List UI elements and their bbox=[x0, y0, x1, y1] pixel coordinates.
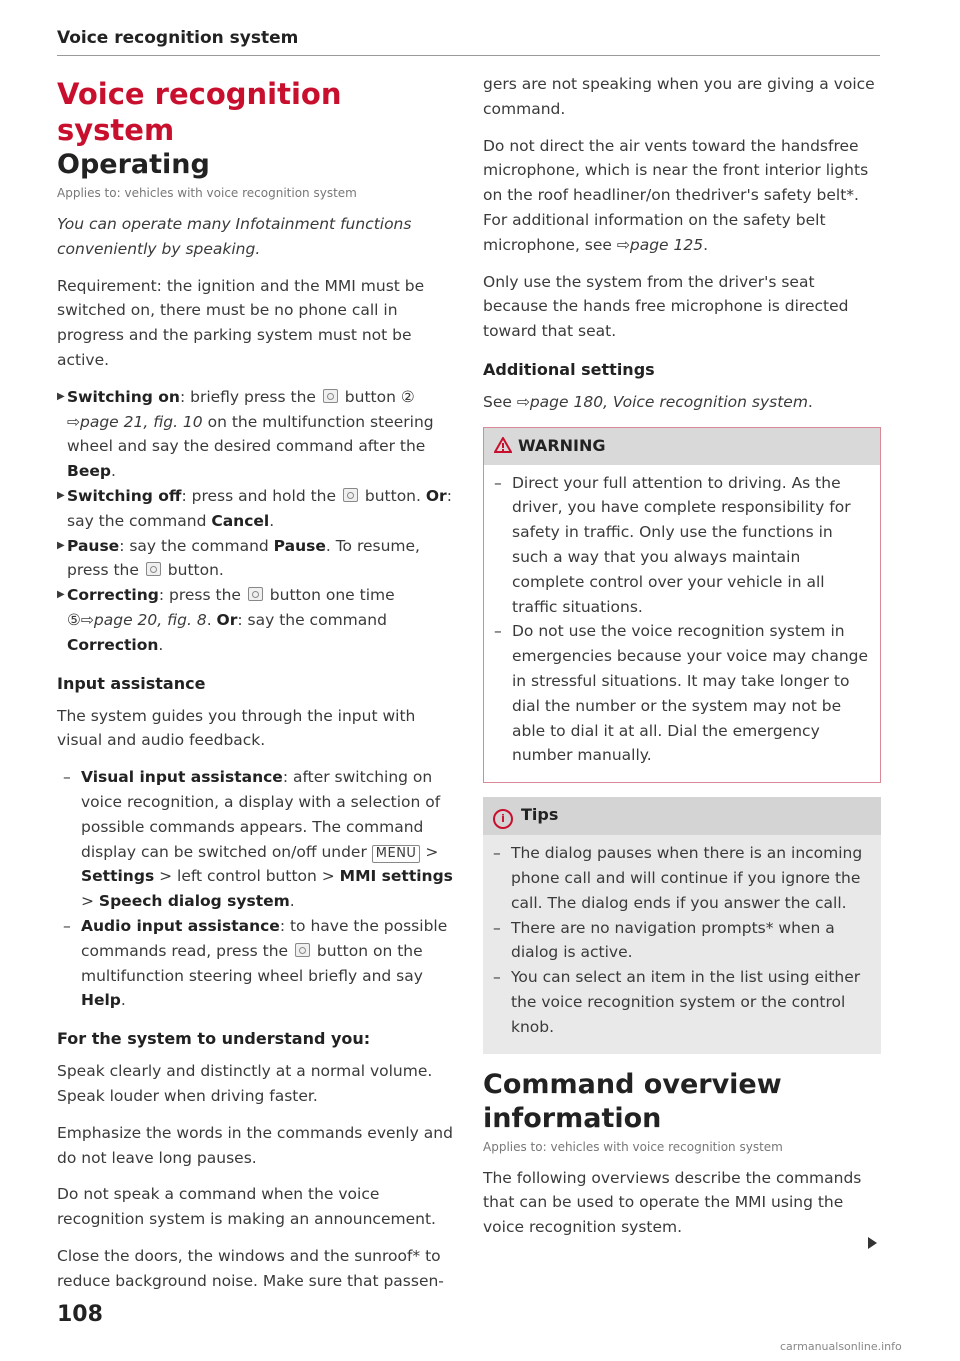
voice-button-icon bbox=[295, 943, 310, 957]
intro-text: You can operate many Infotainment functions conveniently by speaking. bbox=[57, 215, 412, 258]
understand-heading: For the system to understand you: bbox=[57, 1029, 371, 1049]
voice-button-icon bbox=[343, 488, 358, 502]
para-1: Speak clearly and distinctly at a normal volume. Speak louder when driving faster. bbox=[57, 1062, 433, 1105]
warning-header: WARNING bbox=[484, 428, 880, 465]
right-para-2: Do not direct the air vents toward the handsfree microphone, which is near the front interior lights on the roof headliner/on thedriver's safety belt*. For additional information on the safety belt microphone, see ⇨page 125. bbox=[483, 136, 869, 254]
tip-item: – There are no navigation prompts* when a dialog is active. bbox=[493, 918, 835, 962]
warning-list bbox=[488, 471, 870, 769]
applies-note: Applies to: vehicles with voice recognition system bbox=[57, 186, 357, 200]
triangle-bullet-icon: ▶ bbox=[57, 539, 65, 551]
running-header: Voice recognition system bbox=[57, 28, 299, 48]
input-assistance-text: The system guides you through the input with visual and audio feedback. bbox=[57, 706, 416, 750]
watermark: carmanualsonline.info bbox=[780, 1340, 902, 1353]
triangle-bullet-icon: ▶ bbox=[57, 589, 65, 601]
command-applies-note: Applies to: vehicles with voice recognition system bbox=[483, 1139, 783, 1154]
additional-settings-heading: Additional settings bbox=[483, 359, 655, 379]
steps-list bbox=[57, 385, 457, 658]
tip-item: – The dialog pauses when there is an incoming phone call and will continue if you ignore the call. The dialog ends if you answer the call. bbox=[493, 844, 863, 912]
page-reference[interactable]: page 125 bbox=[629, 235, 704, 254]
info-icon: i bbox=[493, 809, 513, 829]
subtitle: Operating bbox=[57, 149, 210, 180]
assistance-list bbox=[57, 765, 457, 1013]
triangle-bullet-icon: ▶ bbox=[57, 489, 65, 501]
tip-item: – You can select an item in the list using either the voice recognition system or the control knob. bbox=[493, 968, 861, 1036]
right-column bbox=[483, 72, 881, 1252]
menu-key: MENU bbox=[372, 845, 421, 863]
continue-arrow-icon bbox=[868, 1237, 877, 1249]
left-column bbox=[57, 72, 457, 1305]
right-para-3: Only use the system from the driver's seat because the hands free microphone is directed toward that seat. bbox=[483, 272, 849, 341]
warning-item: – Direct your full attention to driving. As the driver, you have complete responsibility for safety in traffic. Only use the functions in such a way that you always maintain complete control over your vehicle in all traffic situations. bbox=[494, 473, 851, 616]
voice-button-icon bbox=[323, 389, 338, 403]
command-overview-heading: Command overview information bbox=[483, 1068, 782, 1134]
para-2: Emphasize the words in the commands evenly and do not leave long pauses. bbox=[57, 1123, 453, 1167]
section-title: Voice recognition system bbox=[57, 77, 342, 147]
voice-button-icon bbox=[146, 562, 161, 576]
command-overview-text: The following overviews describe the commands that can be used to operate the MMI using the voice recognition system. bbox=[483, 1168, 862, 1237]
input-assistance-heading: Input assistance bbox=[57, 673, 206, 693]
requirement-text: Requirement: the ignition and the MMI must be switched on, there must be no phone call in progress and the parking system must not be active. bbox=[57, 276, 425, 369]
page-reference[interactable]: page 180, Voice recognition system bbox=[529, 392, 808, 411]
header-rule bbox=[57, 55, 880, 56]
visual-assistance-item: – Visual input assistance: after switching on voice recognition, a display with a selection of possible commands appears. The command display can be switched on/off under MENU > Settings > left control button > MMI settings > Speech dialog system. bbox=[63, 768, 453, 911]
audio-assistance-item: – Audio input assistance: to have the possible commands read, press the button on the multifunction steering wheel briefly and say Help. bbox=[63, 916, 448, 1010]
tips-list bbox=[487, 841, 871, 1039]
page-number: 108 bbox=[57, 1302, 103, 1327]
back-button-icon bbox=[248, 587, 263, 601]
triangle-bullet-icon: ▶ bbox=[57, 390, 65, 402]
step-correcting: ▶ Correcting: press the button one time ⑤⇨page 20, fig. 8. Or: say the command Correction. bbox=[57, 583, 457, 657]
page-reference[interactable]: page 20, fig. 8 bbox=[93, 610, 207, 629]
tips-header: i Tips bbox=[483, 797, 881, 835]
tips-box bbox=[483, 797, 881, 1053]
warning-item: – Do not use the voice recognition system in emergencies because your voice may change in stressful situations. It may take longer to dial the number or the system may not be able to dial it at all. Dial the emergency number manually. bbox=[494, 622, 869, 765]
para-3: Do not speak a command when the voice recognition system is making an announcement. bbox=[57, 1185, 436, 1229]
right-para-1: gers are not speaking when you are giving a voice command. bbox=[483, 75, 875, 118]
page-reference[interactable]: page 21, fig. 10 bbox=[80, 412, 203, 431]
warning-triangle-icon bbox=[494, 437, 512, 453]
additional-settings-text: See ⇨page 180, Voice recognition system. bbox=[483, 392, 813, 411]
step-switching-on: ▶ Switching on: briefly press the button ② ⇨page 21, fig. 10 on the multifunction steering wheel and say the desired command after the Beep. bbox=[57, 385, 457, 484]
warning-box bbox=[483, 427, 881, 783]
step-pause: ▶ Pause: say the command Pause. To resume, press the button. bbox=[57, 534, 457, 584]
step-switching-off: ▶ Switching off: press and hold the button. Or: say the command Cancel. bbox=[57, 484, 457, 534]
para-4: Close the doors, the windows and the sunroof* to reduce background noise. Make sure that passen- bbox=[57, 1246, 444, 1290]
